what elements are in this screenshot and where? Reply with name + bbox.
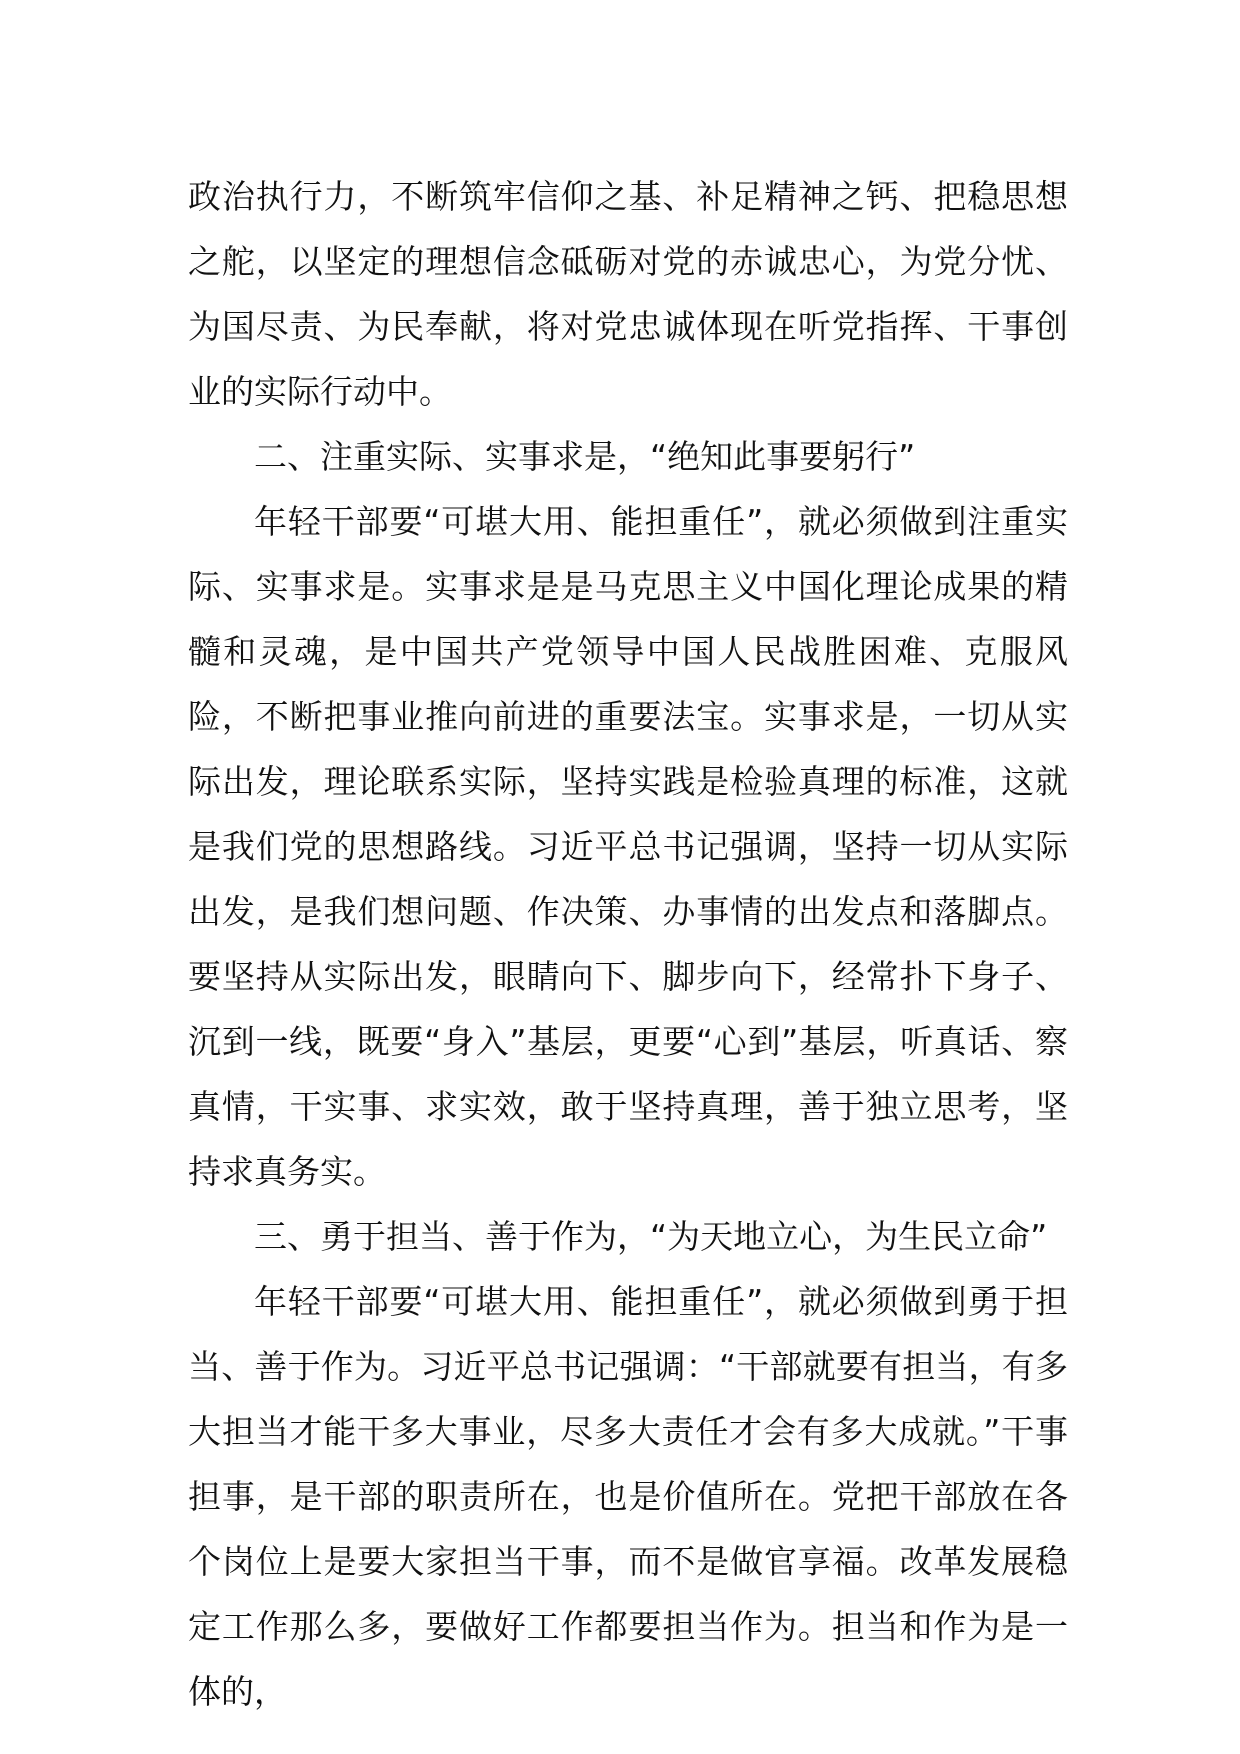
body-paragraph: 年轻干部要“可堪大用、能担重任”，就必须做到勇于担当、善于作为。习近平总书记强调：“干部就要有担当，有多大担当才能干多大事业，尽多大责任才会有多大成就。”干事担事，是干部的职责所在，也是价值所在。党把干部放在各个岗位上是要大家担当干事，而不是做官享福。改革发展稳定工作那么多，要做好工作都要担当作为。担当和作为是一体的， [188,1282,1068,1711]
section-heading-3: 三、勇于担当、善于作为，“为天地立心，为生民立命” [254,1217,1048,1256]
section-heading-2: 二、注重实际、实事求是，“绝知此事要躬行” [254,437,916,476]
body-paragraph: 年轻干部要“可堪大用、能担重任”，就必须做到注重实际、实事求是。实事求是是马克思主义中国化理论成果的精髓和灵魂，是中国共产党领导中国人民战胜困难、克服风险，不断把事业推向前进的重要法宝。实事求是，一切从实际出发，理论联系实际，坚持实践是检验真理的标准，这就是我们党的思想路线。习近平总书记强调，坚持一切从实际出发，是我们想问题、作决策、办事情的出发点和落脚点。要坚持从实际出发，眼睛向下、脚步向下，经常扑下身子、沉到一线，既要“身入”基层，更要“心到”基层，听真话、察真情，干实事、求实效，敢于坚持真理，善于独立思考，坚持求真务实。 [188,502,1068,1191]
document-body [188,164,1068,1724]
body-paragraph-continued: 政治执行力，不断筑牢信仰之基、补足精神之钙、把稳思想之舵，以坚定的理想信念砥砺对党的赤诚忠心，为党分忧、为国尽责、为民奉献，将对党忠诚体现在听党指挥、干事创业的实际行动中。 [188,177,1068,411]
